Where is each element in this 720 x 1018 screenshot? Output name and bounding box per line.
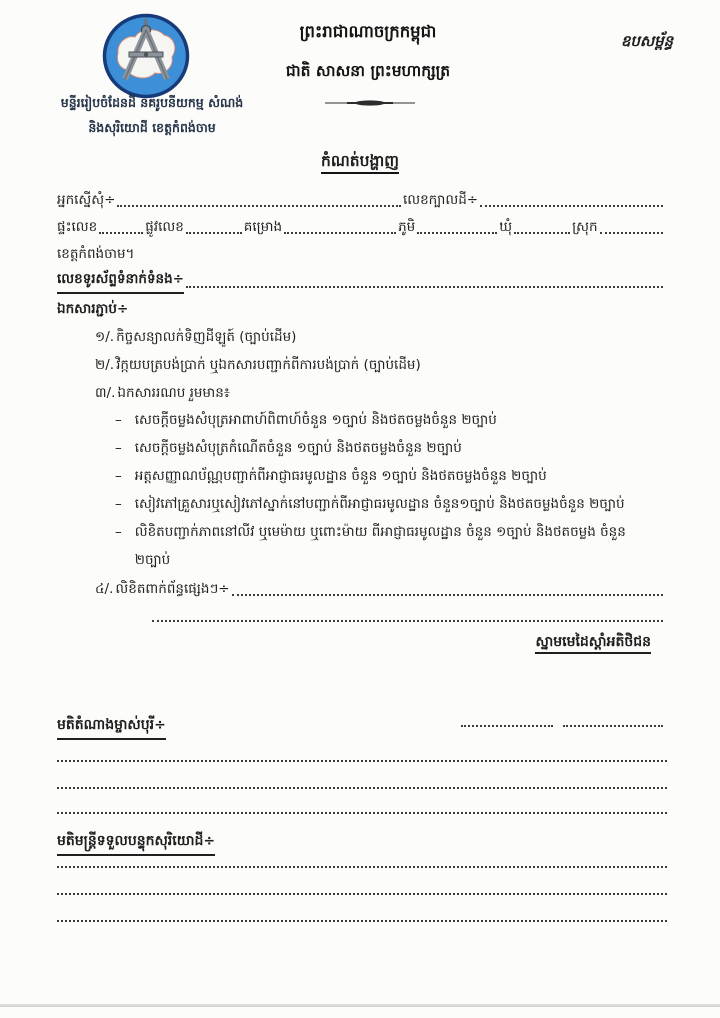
item-number: ២/.: [95, 357, 115, 373]
annex-label: ឧបសម្ព័ន្ធ: [620, 32, 674, 50]
thumbprint-caption-row: [57, 632, 665, 662]
applicant-row: [57, 186, 665, 213]
attachment-item-2: [95, 350, 665, 378]
project-field: [284, 232, 396, 234]
scan-bottom-edge: [0, 1004, 720, 1007]
project-label: គម្រោង: [243, 219, 283, 235]
dash-bullet: –: [115, 412, 122, 428]
sub-item-text: អត្តសញ្ញាណប័ណ្ណបញ្ជាក់ពីអាជ្ញាធរមូលដ្ឋាន ចំនួន ១ច្បាប់ និងថតចម្លងចំនួន ២ច្បាប់: [134, 468, 547, 484]
department-name-line1: មន្ទីររៀបចំដែនដី នគរូបនីយកម្ម សំណង់: [60, 95, 244, 110]
sub-item-text: លិខិតបញ្ជាក់ភាពនៅលីវ ឬមេម៉ាយ ឬពោះម៉ាយ ពីអាជ្ញាធរមូលដ្ឋាន ចំនួន ១ច្បាប់ និងថតចម្លង ចំនួន ២ច្បាប់: [134, 524, 626, 568]
attachment-item-1: [95, 322, 665, 350]
address-row: [57, 213, 665, 240]
item-number: ៣/.: [95, 385, 116, 401]
phone-field: [186, 286, 663, 288]
opinion-write-line: [57, 760, 667, 762]
province-row: [57, 240, 665, 267]
applicant-label: អ្នកស្នើសុំ÷: [57, 192, 116, 208]
item-text: ឯកសាររណប រួមមាន៖: [117, 385, 230, 401]
other-documents-field-line2: [152, 620, 663, 622]
district-label: ស្រុក: [572, 219, 598, 235]
house-no-label: ផ្ទះលេខ: [57, 219, 98, 235]
borey-owner-opinion-heading-row: [57, 712, 667, 742]
compass-map-emblem-icon: [102, 13, 190, 99]
form-title: កំណត់បង្ហាញ: [321, 152, 399, 174]
sub-item-4: [115, 490, 665, 518]
dash-bullet: –: [115, 468, 122, 484]
item-text: លិខិតពាក់ព័ន្ធផ្សេងៗ÷: [115, 581, 230, 597]
attachments-heading: ឯកសារភ្ជាប់÷: [57, 301, 129, 317]
attachment-item-3: [95, 378, 665, 406]
dash-bullet: –: [115, 440, 122, 456]
date-dots-segment-1: [461, 725, 553, 727]
borey-owner-opinion-section: [57, 712, 667, 814]
item-number: ១/.: [95, 329, 115, 345]
cadastral-officer-opinion-heading-row: [57, 828, 667, 858]
sub-item-text: សេចក្តីចម្លងសំបុត្រកំណើតចំនួន ១ច្បាប់ និងថតចម្លងចំនួន ២ច្បាប់: [134, 440, 462, 456]
district-field: [600, 232, 663, 234]
form-title-wrap: [0, 151, 720, 174]
opinion-write-line: [57, 787, 667, 789]
thumbprint-caption: ស្នាមមេដៃស្តាំអតិថិជន: [535, 634, 651, 654]
kingdom-motto: [248, 22, 488, 84]
sub-item-5: [115, 518, 665, 574]
sub-item-text: សេចក្តីចម្លងសំបុត្រអាពាហ៍ពិពាហ៍ចំនួន ១ច្បាប់ និងថតចម្លងចំនួន ២ច្បាប់: [134, 412, 497, 428]
department-name: [16, 90, 288, 140]
sub-item-2: [115, 434, 665, 462]
street-no-label: ផ្លូវលេខ: [145, 219, 184, 235]
opinion-write-line: [57, 893, 667, 895]
item-text: កិច្ចសន្យាលក់ទិញដីឡូត៍ (ច្បាប់ដើម): [116, 329, 297, 345]
phone-label: លេខទូរស័ព្ទទំនាក់ទំនង÷: [57, 270, 184, 294]
attachments-heading-row: [57, 294, 665, 322]
phone-row: [57, 267, 665, 294]
dash-bullet: –: [115, 524, 122, 540]
sub-item-text: សៀវភៅគ្រួសារឬសៀវភៅស្នាក់នៅបញ្ជាក់ពីអាជ្ញាធរមូលដ្ឋាន ចំនួន១ច្បាប់ និងថតចម្លងចំនួន ២ច្បាប់: [134, 496, 625, 512]
dash-bullet: –: [115, 496, 122, 512]
sub-item-1: [115, 406, 665, 434]
opinion-write-line: [57, 812, 667, 814]
department-name-line2: និងសុរិយោដី ខេត្តកំពង់ចាម: [88, 120, 216, 135]
house-no-field: [99, 232, 143, 234]
village-label: ភូមិ: [398, 219, 416, 235]
other-documents-continuation: [150, 602, 665, 628]
commune-field: [514, 232, 570, 234]
divider-ornament: [325, 94, 415, 106]
sub-item-3: [115, 462, 665, 490]
kingdom-name: ព្រះរាជាណាចក្រកម្ពុជា: [299, 22, 437, 41]
attachment-item-4: [95, 574, 665, 602]
province-text: ខេត្តកំពង់ចាម។: [57, 246, 135, 262]
opinion-write-line: [57, 866, 667, 868]
nation-religion-king: ជាតិ សាសនា ព្រះមហាក្សត្រ: [285, 62, 451, 80]
department-logo: [102, 13, 190, 99]
borey-owner-opinion-heading: មតិតំណាងម្ចាស់បុរី÷: [57, 715, 166, 740]
cadastral-officer-opinion-section: [57, 828, 667, 922]
village-field: [417, 232, 497, 234]
form-body: [57, 186, 665, 662]
cadastral-officer-opinion-heading: មតិមន្ត្រីទទួលបន្ទុកសុរិយោដី÷: [57, 831, 215, 856]
street-no-field: [186, 232, 242, 234]
applicant-field: [117, 205, 401, 207]
opinion-write-line: [57, 920, 667, 922]
commune-label: ឃុំ: [499, 219, 513, 235]
other-documents-field: [232, 594, 663, 596]
plot-number-field: [480, 205, 663, 207]
item-number: ៤/.: [95, 581, 114, 597]
date-dots-segment-2: [563, 725, 663, 727]
item-text: វិក្កយបត្របង់ប្រាក់ ឬឯកសារបញ្ជាក់ពីការបង់ប្រាក់ (ច្បាប់ដើម): [116, 357, 421, 373]
plot-number-label: លេខក្បាលដី÷: [402, 192, 479, 208]
